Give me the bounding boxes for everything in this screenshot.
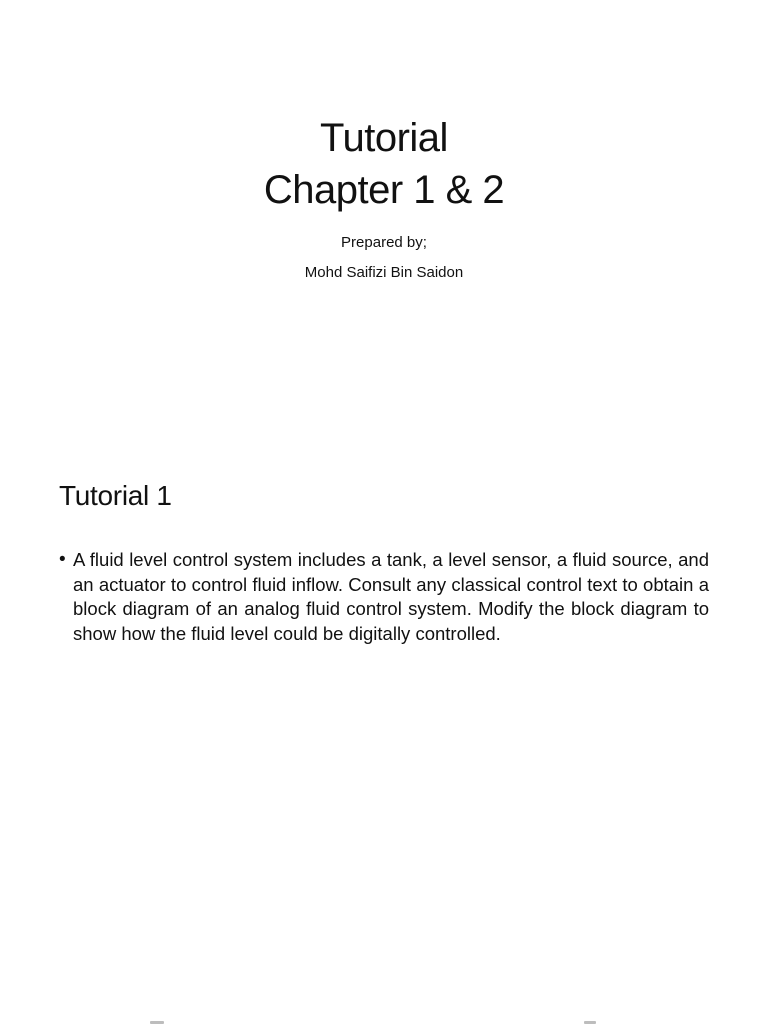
slide-title [0,112,768,216]
slide-heading: Tutorial 1 [59,480,172,511]
bullet-text: A fluid level control system includes a tank, a level sensor, a fluid source, and an actuator to control fluid inflow. Consult any classical control text to obtain a block diagram of an analog fluid control system. Modify the block diagram to show how the fluid level could be digitally controlled. [73,549,709,644]
bullet-dot-icon: • [59,549,66,570]
title-slide [0,0,768,430]
slide-subtitle [0,228,768,288]
tutorial-slide [0,430,768,1024]
cropped-footer [0,1018,768,1024]
title-line-1: Tutorial [320,116,448,160]
prepared-by-label: Prepared by; [341,234,427,251]
title-line-2: Chapter 1 & 2 [263,168,505,212]
bullet-item [59,548,709,646]
author-name: Mohd Saifizi Bin Saidon [304,264,464,281]
